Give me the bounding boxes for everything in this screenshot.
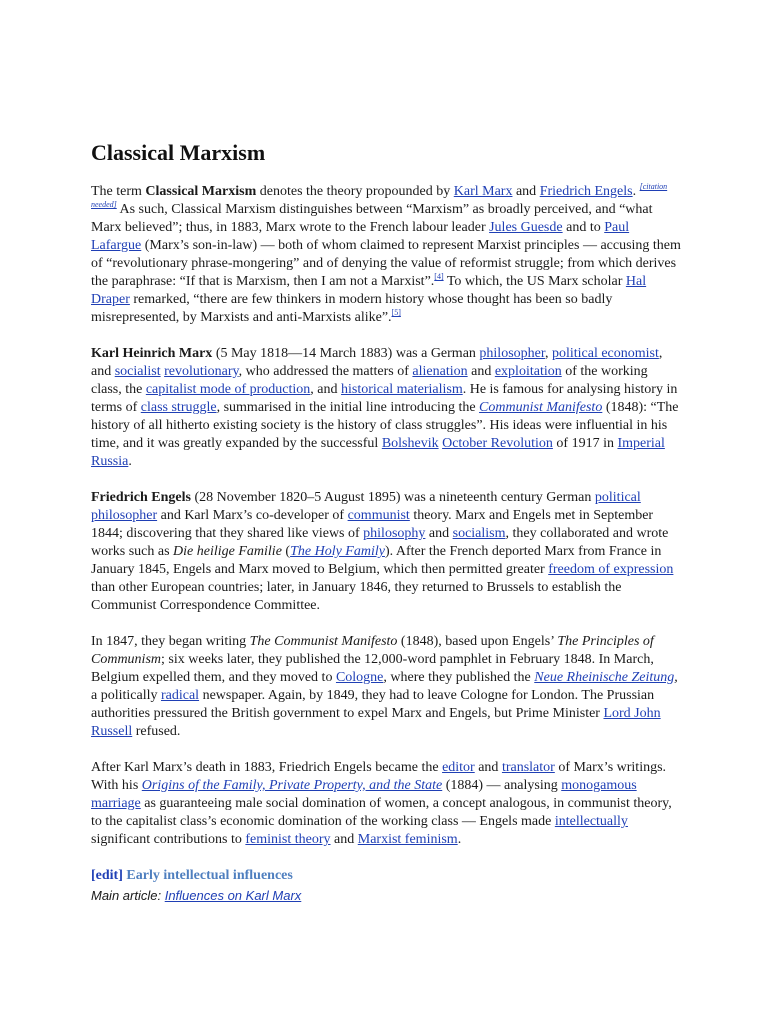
italic-title: The Communist Manifesto [249,634,398,649]
article [91,140,681,905]
link-socialism[interactable]: socialism [452,526,506,541]
text: newspaper. Again, by 1849, they had to leave Cologne for London. The Prussian authorities pressured the British government to expel Marx and Engels, but Prime Minister [91,688,655,721]
text: ( [281,544,291,559]
text: The term [91,184,146,199]
link-revolutionary[interactable]: revolutionary [164,364,239,379]
link-bolshevik[interactable]: Bolshevik [381,436,439,451]
main-article-note [91,887,681,905]
text: . He is famous for analysing history in terms of [91,382,678,415]
text: (Marx’s son-in-law) — both of whom claimed to represent Marxist principles — accusing them of “revolutionary phrase-mongering” and of denying the value of reformist struggle; from which derives the paraphrase: “If that is Marxism, then I am not a Marxist”. [91,238,681,289]
link-origins-of-the-family[interactable]: Origins of the Family, Private Property, and the State [141,778,443,793]
intro-paragraph [91,183,681,327]
link-neue-rheinische-zeitung[interactable]: Neue Rheinische Zeitung [534,670,675,685]
text: of Marx’s writings. With his [91,760,667,793]
text: and Karl Marx’s co-developer of [157,508,348,523]
bold-term: Classical Marxism [145,184,257,199]
text: and [512,184,540,199]
text: and [425,526,453,541]
link-communist[interactable]: communist [347,508,410,523]
link-intellectually[interactable]: intellectually [554,814,628,829]
italic-title: Die heilige Familie [173,544,282,559]
text: To which, the US Marx scholar [443,274,626,289]
text: and [330,832,358,847]
link-karl-marx[interactable]: Karl Marx [453,184,513,199]
section-heading [91,867,681,885]
link-feminist-theory[interactable]: feminist theory [245,832,331,847]
link-marriage[interactable]: marriage [91,796,141,811]
link-socialist[interactable]: socialist [114,364,161,379]
reference-5 [392,308,401,317]
link-jules-guesde[interactable]: Jules Guesde [489,220,563,235]
text: . [457,832,462,847]
link-imperial-russia[interactable]: Imperial Russia [91,436,665,469]
link-political-economist[interactable]: political economist [551,346,659,361]
link-lord-john-russell[interactable]: Lord John Russell [91,706,661,739]
link-political-philosopher[interactable]: political philosopher [91,490,641,523]
link-marxist-feminism[interactable]: Marxist feminism [357,832,458,847]
italic-title: The Principles of Communism [91,634,654,667]
link-communist-manifesto[interactable]: Communist Manifesto [479,400,603,415]
text: In 1847, they began writing [91,634,250,649]
text: , who addressed the matters of [238,364,413,379]
text: , a politically [91,670,678,703]
link-hal-draper[interactable]: Hal Draper [91,274,647,307]
marx-paragraph [91,345,681,471]
text: , and [310,382,342,397]
link-philosophy[interactable]: philosophy [363,526,426,541]
reference-link[interactable]: [5] [391,308,401,317]
link-historical-materialism[interactable]: historical materialism [341,382,463,397]
bold-term: Karl Heinrich Marx [91,346,213,361]
bold-term: Friedrich Engels [91,490,191,505]
text: (1884) — analysing [442,778,562,793]
text: (1848): “The history of all hitherto existing society is the history of class struggles”. His ideas were influential in his time, and it was greatly expanded by the successful [91,400,679,451]
text: ; six weeks later, they published the 12,000-word pamphlet in February 1848. In March, Belgium expelled them, and they moved to [91,652,654,685]
link-capitalist-mode-of-production[interactable]: capitalist mode of production [145,382,311,397]
link-influences-on-karl-marx[interactable]: Influences on Karl Marx [164,888,302,903]
text: significant contributions to [91,832,246,847]
link-alienation[interactable]: alienation [412,364,468,379]
link-editor[interactable]: editor [442,760,475,775]
text: refused. [132,724,181,739]
link-october-revolution[interactable]: October Revolution [442,436,553,451]
link-philosopher[interactable]: philosopher [479,346,545,361]
text: , [544,346,552,361]
text: , and [91,346,663,379]
text: theory. Marx and Engels met in September 1844; discovering that they shared like views of [91,508,654,541]
link-class-struggle[interactable]: class struggle [140,400,217,415]
later-paragraph [91,759,681,849]
main-article-label: Main article: [91,888,165,903]
text: , summarised in the initial line introducing the [216,400,480,415]
text: as guaranteeing male social domination of women, a concept analogous, in communist theory, to the capitalist class’s economic domination of the working class — Engels made [91,796,672,829]
text: After Karl Marx’s death in 1883, Friedrich Engels became the [91,760,443,775]
engels-paragraph [91,489,681,615]
link-exploitation[interactable]: exploitation [494,364,562,379]
reference-link[interactable]: [4] [434,272,444,281]
text: , where they published the [383,670,535,685]
text: of the working class, the [91,364,648,397]
text: As such, Classical Marxism distinguishes between “Marxism” as broadly perceived, and “what Marx believed”; thus, in 1883, Marx wrote to the French labour leader [91,202,653,235]
text: (1848), based upon Engels’ [397,634,558,649]
link-translator[interactable]: translator [501,760,555,775]
text: denotes the theory propounded by [256,184,454,199]
link-freedom-of-expression[interactable]: freedom of expression [548,562,674,577]
page-title: Classical Marxism [91,140,266,165]
text: (5 May 1818—14 March 1883) was a German [212,346,480,361]
text: remarked, “there are few thinkers in modern history whose thought has been so badly misrepresented, by Marxists and anti-Marxists alike”. [91,292,613,325]
text: , they collaborated and wrote works such as [91,526,669,559]
link-paul-lafargue[interactable]: Paul Lafargue [91,220,630,253]
text: . [128,454,132,469]
text: . [632,184,640,199]
manifesto-paragraph [91,633,681,741]
text: (28 November 1820–5 August 1895) was a nineteenth century German [190,490,595,505]
text: and [467,364,495,379]
text: of 1917 in [552,436,618,451]
reference-4 [434,272,443,281]
link-cologne[interactable]: Cologne [335,670,384,685]
section-title: Early intellectual influences [126,868,293,883]
citation-needed-link[interactable]: [citation needed] [91,182,668,209]
edit-link[interactable]: [edit] [91,868,123,883]
text: ). After the French deported Marx from France in January 1845, Engels and Marx moved to Belgium, which then permitted greater [91,544,662,577]
link-the-holy-family[interactable]: The Holy Family [290,544,385,559]
text: and [474,760,502,775]
text: than other European countries; later, in January 1846, they returned to Brussels to establish the Communist Correspondence Committee. [91,580,622,613]
link-monogamous[interactable]: monogamous [561,778,637,793]
text: and to [562,220,605,235]
link-friedrich-engels[interactable]: Friedrich Engels [539,184,633,199]
link-radical[interactable]: radical [160,688,200,703]
